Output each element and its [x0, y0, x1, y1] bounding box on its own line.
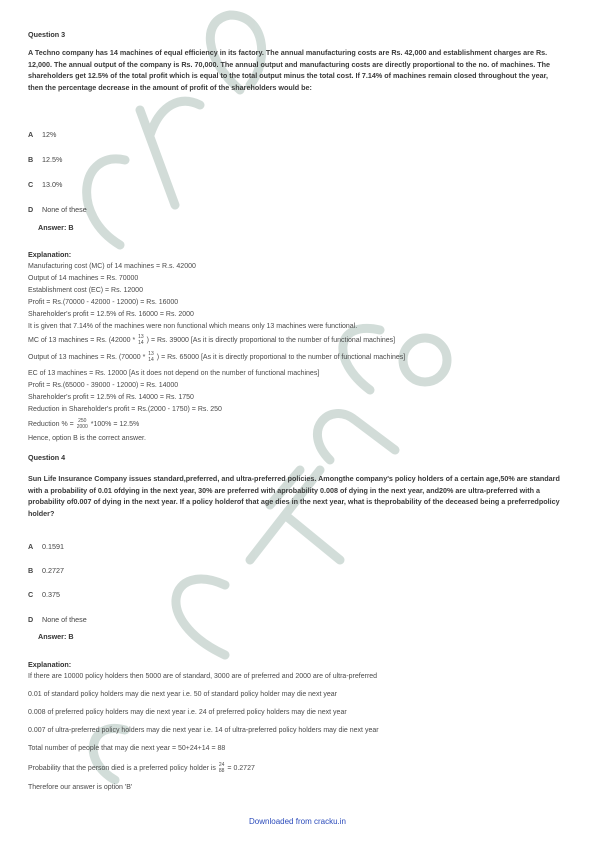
option-letter: B	[28, 566, 34, 575]
fraction	[219, 762, 225, 774]
question-3-title: Question 3	[28, 30, 66, 39]
explanation-probability	[28, 762, 255, 774]
watermark-letter-c3	[176, 579, 225, 655]
numerator: 13	[138, 334, 144, 340]
explanation-line: EC of 13 machines = Rs. 12000 [As it does not depend on the number of functional machines]	[28, 370, 320, 377]
option-letter: A	[28, 542, 34, 551]
option-text: 13.0%	[42, 180, 63, 189]
option-text: None of these	[42, 205, 87, 214]
option-letter: D	[28, 205, 34, 214]
text-fragment: Probability that the person died is a preferred policy holder is	[28, 764, 216, 772]
option-letter: A	[28, 130, 34, 139]
option-text: 0.2727	[42, 566, 64, 575]
watermark-letter-o	[403, 338, 447, 382]
footer-download-link[interactable]: Downloaded from cracku.in	[249, 817, 346, 826]
denominator: 14	[148, 357, 154, 363]
text-fragment: ) = Rs. 65000 [As it is directly proportional to the number of functional machines]	[156, 353, 406, 361]
question-4-title: Question 4	[28, 453, 66, 462]
question-3-answer: Answer: B	[38, 223, 74, 232]
explanation-line: Profit = Rs.(65000 - 39000 - 12000) = Rs. 14000	[28, 382, 179, 389]
option-letter: D	[28, 615, 34, 624]
text-fragment: ) = Rs. 39000 [As it is directly proportional to the number of functional machines]	[146, 336, 396, 344]
explanation-conclusion: Hence, option B is the correct answer.	[28, 435, 146, 442]
option-c[interactable]	[28, 590, 60, 599]
explanation-line: If there are 10000 policy holders then 5000 are of standard, 3000 are of preferred and 2000 are of ultra-preferred	[28, 673, 378, 680]
option-d[interactable]	[28, 205, 87, 214]
explanation-line: Output of 14 machines = Rs. 70000	[28, 275, 139, 282]
explanation-line: Reduction in Shareholder's profit = Rs.(2000 - 1750) = Rs. 250	[28, 406, 222, 413]
option-text: 12%	[42, 130, 57, 139]
denominator: 88	[218, 768, 225, 774]
watermark-letter-r	[140, 101, 200, 205]
explanation-conclusion: Therefore our answer is option 'B'	[28, 784, 133, 791]
option-b[interactable]	[28, 155, 62, 164]
denominator: 2000	[76, 424, 88, 430]
explanation-mc13	[28, 334, 395, 346]
option-d[interactable]	[28, 615, 87, 624]
explanation-line: 0.008 of preferred policy holders may die next year i.e. 24 of preferred policy holders may die next year	[28, 709, 347, 716]
text-fragment: *100% = 12.5%	[90, 420, 140, 428]
option-b[interactable]	[28, 566, 64, 575]
question-4-text: Sun Life Insurance Company issues standard,preferred, and ultra-preferred policies. Amongthe company's policy holders of a certain age,50% are standard with a probability of 0.01 ofdying in the next year, 30% are preferred with aprobability 0.008 of dying in the next year, and20% are ultra-preferred with a probability of0.007 of dying in the next year. If a policy holderof that age dies in the next year, what is theprobability of the deceased being a preferredpolicy holder?	[28, 474, 560, 518]
text-fragment: = 0.2727	[227, 764, 255, 772]
explanation-line: Manufacturing cost (MC) of 14 machines = R.s. 42000	[28, 263, 196, 270]
numerator: 24	[218, 762, 225, 768]
text-fragment: MC of 13 machines = Rs. (42000 *	[28, 336, 136, 344]
option-text: 0.375	[42, 590, 60, 599]
explanation-line: Total number of people that may die next year = 50+24+14 = 88	[28, 745, 226, 752]
option-letter: C	[28, 180, 34, 189]
fraction	[138, 334, 144, 346]
text-fragment: Reduction % =	[28, 420, 74, 428]
fraction	[77, 418, 88, 430]
explanation-line: Establishment cost (EC) = Rs. 12000	[28, 287, 143, 294]
explanation-line: Profit = Rs.(70000 - 42000 - 12000) = Rs. 16000	[28, 299, 179, 306]
option-c[interactable]	[28, 180, 62, 189]
explanation-line: Shareholder's profit = 12.5% of Rs. 16000 = Rs. 2000	[28, 311, 194, 318]
explanation-line: 0.007 of ultra-preferred policy holders may die next year i.e. 14 of ultra-preferred policy holders may die next year	[28, 727, 379, 734]
fraction	[148, 351, 154, 363]
question-3-text: A Techno company has 14 machines of equal efficiency in its factory. The annual manufacturing costs are Rs. 42,000 and establishment charges are Rs. 12,000. The annual output of the company is Rs. 70,000. The annual output and manufacturing costs are directly proportional to the no. of machines. The shareholders get 12.5% of the total profit which is equal to the total output minus the total cost. If 7.14% of machines remain closed throughout the year, then the percentage decrease in the amount of profit of the shareholders would be:	[28, 48, 550, 92]
explanation-line: It is given that 7.14% of the machines were non functional which means only 13 machines were functional.	[28, 323, 358, 330]
denominator: 14	[138, 340, 144, 346]
numerator: 13	[148, 351, 154, 357]
question-4-explanation-title: Explanation:	[28, 660, 72, 669]
watermark-letter-c	[87, 159, 125, 245]
option-text: None of these	[42, 615, 87, 624]
question-3-explanation-title: Explanation:	[28, 250, 72, 259]
option-letter: B	[28, 155, 34, 164]
option-a[interactable]	[28, 542, 64, 551]
text-fragment: Output of 13 machines = Rs. (70000 *	[28, 353, 146, 361]
option-a[interactable]	[28, 130, 56, 139]
numerator: 250	[78, 418, 87, 424]
question-4-answer: Answer: B	[38, 632, 74, 641]
watermark-letter-u	[317, 414, 395, 460]
explanation-out13	[28, 351, 405, 363]
explanation-line: 0.01 of standard policy holders may die next year i.e. 50 of standard policy holder may die next year	[28, 691, 337, 698]
explanation-reduction	[28, 418, 139, 430]
explanation-line: Shareholder's profit = 12.5% of Rs. 14000 = Rs. 1750	[28, 394, 194, 401]
option-text: 0.1591	[42, 542, 64, 551]
option-letter: C	[28, 590, 34, 599]
option-text: 12.5%	[42, 155, 63, 164]
